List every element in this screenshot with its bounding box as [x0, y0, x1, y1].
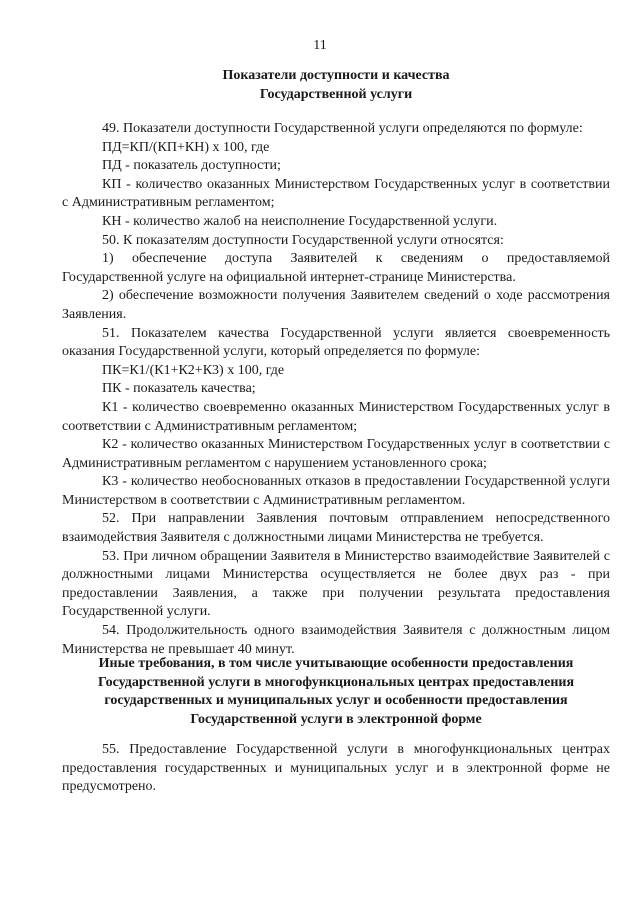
- definition-k2: К2 - количество оказанных Министерством Государственных услуг в соответствии с Административным регламентом с нарушением установленного срока;: [62, 437, 610, 471]
- heading-line: Иные требования, в том числе учитывающие особенности предоставления: [98, 656, 574, 671]
- formula-pd: ПД=КП/(КП+КН) х 100, где: [102, 139, 270, 155]
- list-item-1: 1) обеспечение доступа Заявителей к сведениям о предоставляемой Государственной услуге на официальной интернет-странице Министерства.: [62, 251, 610, 285]
- definition-pd: ПД - показатель доступности;: [102, 158, 281, 174]
- heading-line: Показатели доступности и качества: [222, 68, 450, 83]
- paragraph-55: 55. Предоставление Государственной услуги в многофункциональных центрах предоставления государственных и муниципальных услуг и в электронной форме не предусмотрено.: [62, 742, 610, 795]
- heading-line: Государственной услуги в многофункциональных центрах предоставления: [97, 674, 575, 690]
- definition-pk: ПК - показатель качества;: [102, 381, 256, 397]
- section-heading-other-requirements: [60, 655, 612, 729]
- definition-kp: КП - количество оказанных Министерством Государственных услуг в соответствии с Административным регламентом;: [62, 176, 610, 211]
- heading-line: государственных и муниципальных услуг и особенности предоставления: [104, 693, 568, 709]
- paragraph-54: 54. Продолжительность одного взаимодействия Заявителя с должностным лицом Министерства не превышает 40 минут.: [62, 623, 610, 657]
- formula-pk: ПК=К1/(К1+К2+К3) х 100, где: [102, 362, 285, 378]
- paragraph-49: 49. Показатели доступности Государственной услуги определяются по формуле:: [102, 121, 583, 136]
- paragraph-50: 50. К показателям доступности Государственной услуги относятся:: [102, 232, 504, 248]
- paragraph-52: 52. При направлении Заявления почтовым отправлением непосредственного взаимодействия Заявителя с должностными лицами Министерства не требуется.: [62, 511, 610, 546]
- heading-line: Государственной услуги в электронной форме: [190, 711, 482, 727]
- section-heading-availability-quality: [62, 67, 610, 104]
- list-item-2: 2) обеспечение возможности получения Заявителем сведений о ходе рассмотрения Заявления.: [62, 288, 610, 322]
- definition-kn: КН - количество жалоб на неисполнение Государственной услуги.: [102, 213, 498, 229]
- page-number: 11: [313, 38, 327, 53]
- paragraph-51: 51. Показателем качества Государственной услуги является своевременность оказания Государственной услуги, который определяется по формуле:: [62, 325, 610, 360]
- definition-k3: К3 - количество необоснованных отказов в предоставлении Государственной услуги Министерством в соответствии с Административным регламентом.: [62, 474, 610, 508]
- heading-line: Государственной услуги: [259, 86, 413, 102]
- section-body-availability-quality: [62, 120, 610, 659]
- paragraph-53: 53. При личном обращении Заявителя в Министерство взаимодействие Заявителей с должностными лицами Министерства осуществляется не более двух раз - при предоставлении Заявления, а также при получении результата предоставления Государственной услуги.: [62, 548, 610, 620]
- definition-k1: К1 - количество своевременно оказанных Министерством Государственных услуг в соответствии с Административным регламентом;: [62, 399, 610, 434]
- section-body-other-requirements: [62, 741, 610, 797]
